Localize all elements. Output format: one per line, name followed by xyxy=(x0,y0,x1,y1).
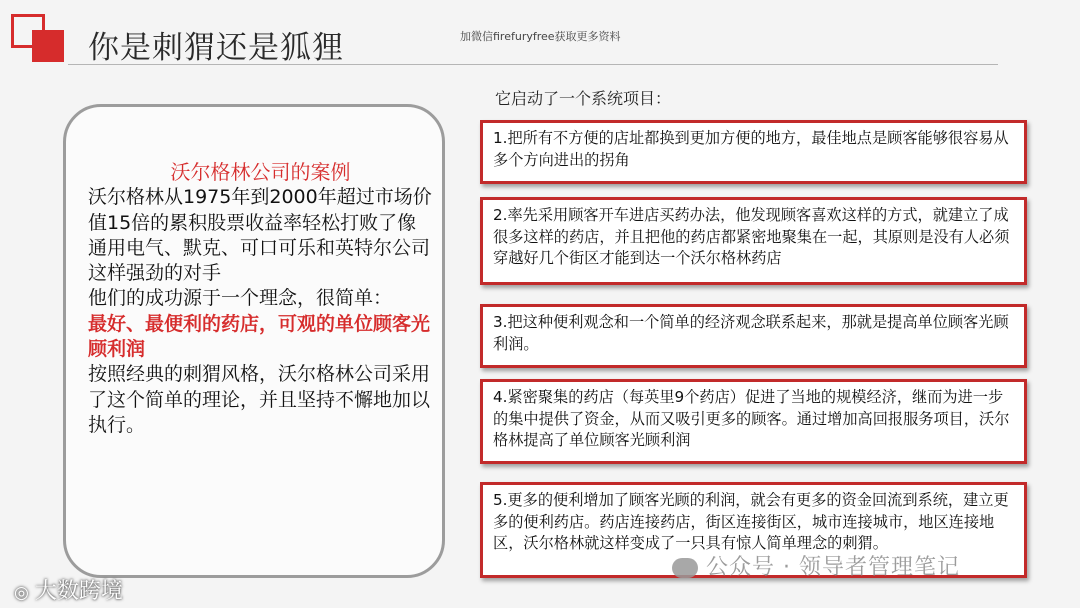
wechat-account-text: 公众号 · 领导者管理笔记 xyxy=(706,555,960,580)
brand-name: 大数跨境 xyxy=(34,579,123,604)
case-heading: 沃尔格林公司的案例 xyxy=(170,160,351,184)
logo-square-fill xyxy=(32,30,64,62)
system-intro: 它启动了一个系统项目： xyxy=(495,89,672,108)
system-item-text: 3.把这种便利观念和一个简单的经济观念联系起来，那就是提高单位顾客光顾利润。 xyxy=(493,313,1009,353)
system-item-3 xyxy=(480,304,1027,368)
system-item-text: 1.把所有不方便的店址都换到更加方便的地方，最佳地点是顾客能够很容易从多个方向进出的拐角 xyxy=(493,129,1009,169)
case-text xyxy=(88,160,433,438)
title-divider xyxy=(68,64,998,65)
system-item-2 xyxy=(480,197,1027,285)
system-item-text: 2.率先采用顾客开车进店买药办法，他发现顾客喜欢这样的方式，就建立了成很多这样的药店，并且把他的药店都紧密地聚集在一起，其原则是没有人必须穿越好几个街区才能到达一个沃尔格林药店 xyxy=(493,206,1010,267)
system-item-text: 4.紧密聚集的药店（每英里9个药店）促进了当地的规模经济，继而为进一步的集中提供了资金，从而又吸引更多的顾客。通过增加高回报服务项目，沃尔格林提高了单位顾客光顾利润 xyxy=(493,388,1010,449)
top-watermark-text: 加微信firefuryfree获取更多资料 xyxy=(460,30,621,43)
system-item-4 xyxy=(480,379,1027,464)
wechat-icon xyxy=(672,558,698,578)
case-paragraph-concept: 他们的成功源于一个理念，很简单： xyxy=(88,287,393,310)
brand-watermark xyxy=(14,574,123,605)
system-item-1 xyxy=(480,120,1027,184)
case-highlight-concept: 最好、最便利的药店，可观的单位顾客光顾利润 xyxy=(88,312,431,361)
page-title: 你是刺猬还是狐狸 xyxy=(88,30,344,66)
brand-logo-icon: ◎ xyxy=(14,583,29,603)
case-paragraph-returns: 沃尔格林从1975年到2000年超过市场价值15倍的累积股票收益率轻松打败了像通用电气、默克、可口可乐和英特尔公司这样强劲的对手 xyxy=(88,186,432,285)
case-paragraph-execution: 按照经典的刺猬风格，沃尔格林公司采用了这个简单的理论，并且坚持不懈地加以执行。 xyxy=(88,363,431,436)
wechat-watermark xyxy=(672,550,960,581)
system-item-text: 5.更多的便利增加了顾客光顾的利润，就会有更多的资金回流到系统，建立更多的便利药店。药店连接药店，街区连接街区，城市连接城市，地区连接地区，沃尔格林就这样变成了一只具有惊人简单理念的刺猬。 xyxy=(493,491,1009,552)
